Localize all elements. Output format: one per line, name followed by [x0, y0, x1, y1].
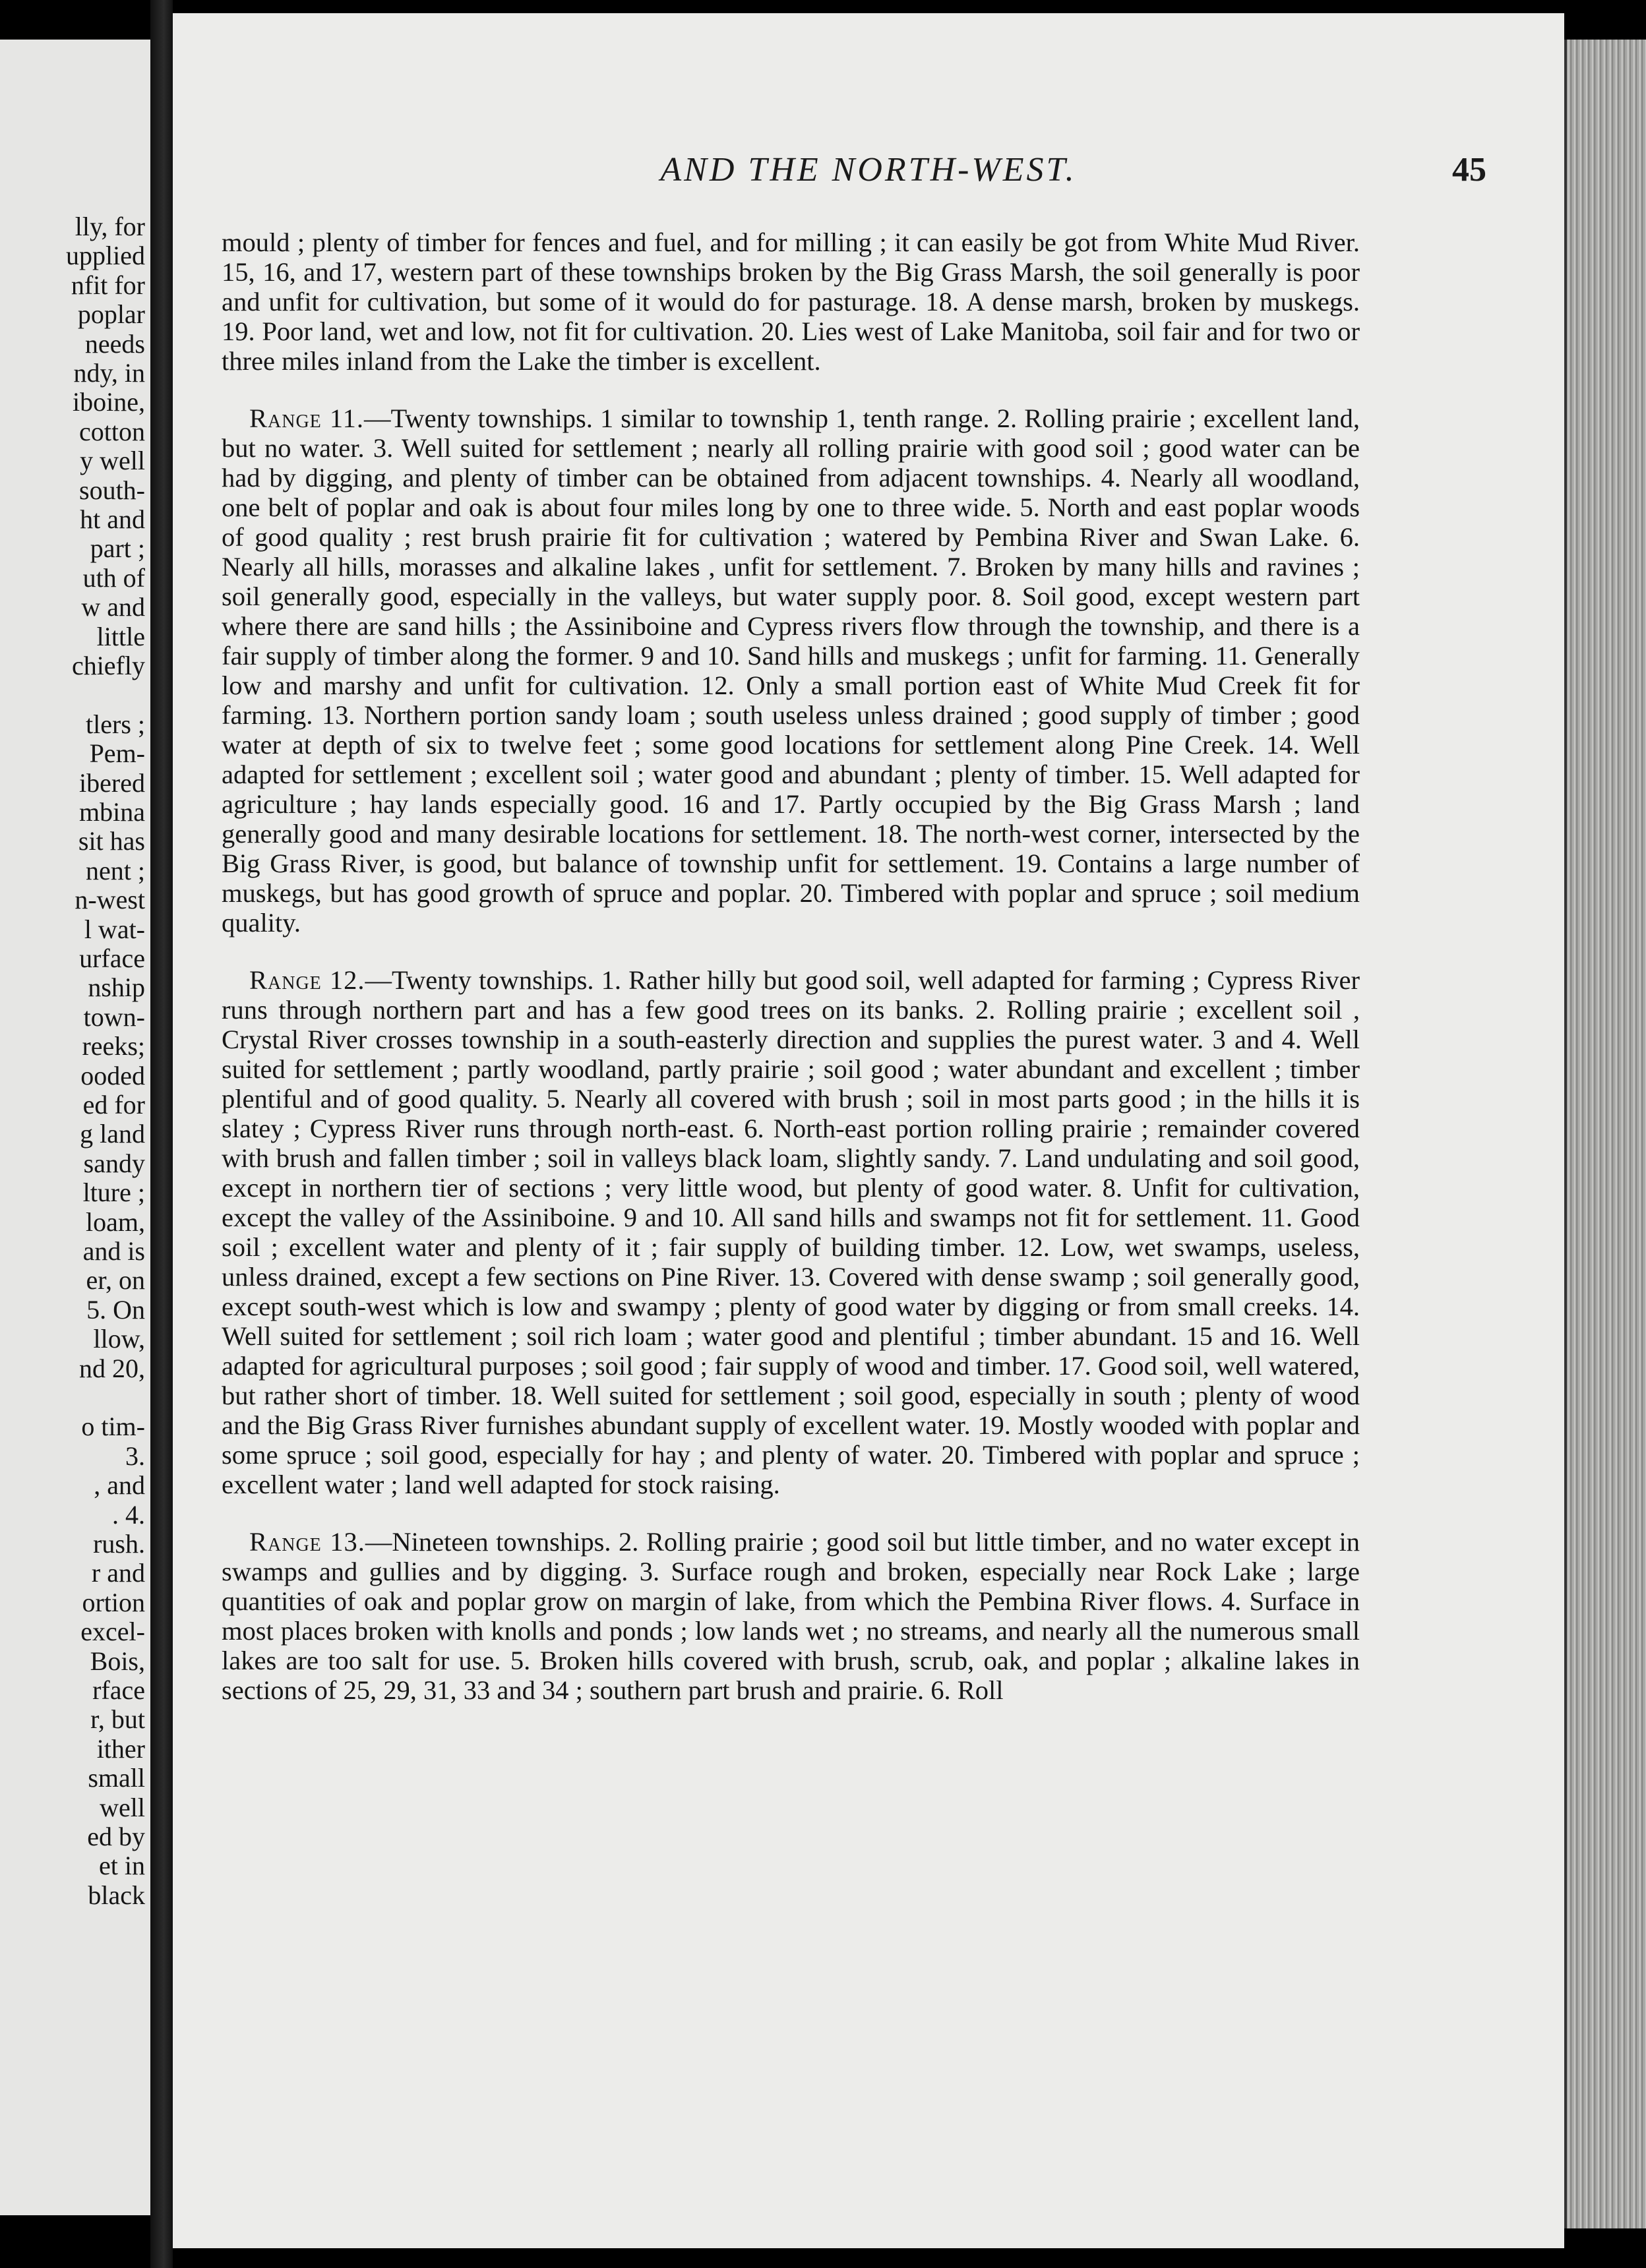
left-page-fragment: south-: [79, 475, 145, 505]
running-head: [173, 150, 1564, 190]
left-page-fragment: ed for: [82, 1090, 145, 1119]
paragraph-text: —Nineteen townships. 2. Rolling prairie ; good soil but little timber, and no water except in swamps and gullies and by digging. 3. Surface rough and broken, especially near Rock Lake ; large quantities of oak and poplar grow on margin of lake, from which the Pembina River flows. 4. Surface in most places broken with knolls and ponds ; low lands wet ; no streams, and nearly all the numerous small lakes are too salt for use. 5. Broken hills covered with brush, scrub, oak, and poplar ; alkaline lakes in sections of 25, 29, 31, 33 and 34 ; southern part brush and prairie. 6. Roll: [222, 1527, 1360, 1705]
left-page-fragment: excel-: [80, 1617, 145, 1647]
left-page-fragment: w and: [81, 592, 145, 622]
paragraph-continuation: [222, 227, 1360, 376]
left-page-fragment: ibered: [79, 767, 145, 798]
range-label: Range 11.: [249, 403, 364, 433]
left-page-fragment: Pem-: [89, 738, 145, 769]
left-page-fragment: reeks;: [82, 1031, 145, 1061]
left-page-fragment: l wat-: [84, 914, 145, 944]
left-page-fragment: uth of: [82, 562, 145, 593]
left-page-fragment: et in: [99, 1851, 145, 1881]
left-page-fragment: , and: [94, 1470, 145, 1501]
range-label: Range 12.: [249, 965, 365, 995]
left-page-fragment: g land: [80, 1119, 145, 1149]
left-page-fragment: sandy: [83, 1148, 145, 1178]
left-page-fragment: ed by: [87, 1822, 145, 1851]
left-page-fragment: loam,: [86, 1207, 145, 1237]
left-page-fragment: y well: [80, 446, 145, 476]
paragraph-text: mould ; plenty of timber for fences and fuel, and for milling ; it can easily be got from White Mud River. 15, 16, and 17, western part of these townships broken by the Big Grass Marsh, the soil generally is poor and unfit for cultivation, but some of it would do for pasturage. 18. A dense marsh, broken by muskegs. 19. Poor land, wet and low, not fit for cultivation. 20. Lies west of Lake Manitoba, soil fair and for two or three miles inland from the Lake the timber is excellent.: [222, 227, 1360, 376]
left-page-fragment: o tim-: [81, 1412, 145, 1442]
left-page-fragment: needs: [84, 328, 145, 359]
left-page-fragment: r, but: [90, 1704, 145, 1735]
left-page-fragment: ndy, in: [73, 358, 145, 388]
left-page-fragment: 3.: [125, 1441, 145, 1471]
paragraph-text: —Twenty townships. 1 similar to township 1, tenth range. 2. Rolling prairie ; excellent land, but no water. 3. Well suited for settlement ; nearly all rolling prairie with good soil ; good water can be had by digging, and plenty of timber can be obtained from adjacent townships. 4. Nearly all woodland, one belt of poplar and oak is about four miles long by one to three wide. 5. North and east poplar woods of good quality ; rest brush prairie fit for cultivation ; watered by Pembina River and Swan Lake. 6. Nearly all hills, morasses and alkaline lakes , unfit for settlement. 7. Broken by many hills and ravines ; soil generally good, especially in the valleys, but water supply poor. 8. Soil good, except western part where there are sand hills ; the Assiniboine and Cypress rivers flow through the township, and there is a fair supply of timber along the former. 9 and 10. Sand hills and muskegs ; unfit for farming. 11. Generally low and marshy and unfit for cultivation. 12. Only a small portion east of White Mud Creek fit for farming. 13. Northern portion sandy loam ; south useless unless drained ; good supply of timber ; good water at depth of six to twelve feet ; some good locations for settlement along Pine Creek. 14. Well adapted for settlement ; excellent soil ; water good and abundant ; plenty of timber. 15. Well adapted for agriculture ; hay lands especially good. 16 and 17. Partly occupied by the Big Grass Marsh ; land generally good and many desirable locations for settlement. 18. The north-west corner, intersected by the Big Grass River, is good, but balance of township unfit for settlement. 19. Contains a large number of muskegs, but has good growth of spruce and poplar. 20. Timbered with poplar and spruce ; soil medium quality.: [222, 403, 1360, 938]
left-page-fragment: 5. On: [86, 1294, 145, 1325]
book-page: [173, 13, 1564, 2248]
left-page-fragment: lture ;: [82, 1178, 145, 1208]
left-page-fragment: black: [88, 1880, 145, 1910]
paragraph-range-11: [222, 403, 1360, 938]
left-page-fragment: er, on: [86, 1265, 145, 1296]
paragraph-range-13: [222, 1527, 1360, 1705]
left-page-fragment: lly, for: [75, 212, 145, 241]
left-page-fragment: cotton: [79, 416, 145, 446]
page-number: 45: [1452, 151, 1486, 189]
left-page-fragment: town-: [83, 1001, 145, 1032]
range-label: Range 13.: [249, 1527, 365, 1557]
left-page-fragment: little: [96, 621, 145, 651]
left-page-fragment: sit has: [78, 826, 145, 856]
left-page-fragment: poplar: [77, 299, 145, 330]
paragraph-text: —Twenty townships. 1. Rather hilly but good soil, well adapted for farming ; Cypress River runs through northern part and has a few good trees on its banks. 2. Rolling prairie ; excellent soil , Crystal River crosses township in a south-easterly direction and supplies the purest water. 3 and 4. Well suited for settlement ; partly woodland, partly prairie ; soil good ; water abundant and excellent ; timber plentiful and of good quality. 5. Nearly all covered with brush ; soil in most parts good ; in the hills it is slatey ; Cypress River runs through north-east. 6. North-east portion rolling prairie ; remainder covered with brush and fallen timber ; soil in valleys black loam, slightly sandy. 7. Land undulating and soil good, except in northern tier of sections ; very little wood, but plenty of good water. 8. Unfit for cultivation, except the valley of the Assiniboine. 9 and 10. All sand hills and swamps not fit for settlement. 11. Good soil ; excellent water and plenty of it ; fair supply of building timber. 12. Low, wet swamps, useless, unless drained, except a few sections on Pine River. 13. Covered with dense swamp ; soil generally good, except south-west which is low and swampy ; plenty of good water by digging or from small creeks. 14. Well suited for settlement ; soil rich loam ; water good and plentiful ; timber abundant. 15 and 16. Well adapted for agricultural purposes ; soil good ; fair supply of wood and timber. 17. Good soil, well watered, but rather short of timber. 18. Well suited for settlement ; soil good, especially in south ; plenty of wood and the Big Grass River furnishes abundant supply of excellent water. 19. Mostly wooded with poplar and some spruce ; soil good, especially for hay ; and plenty of water. 20. Timbered with poplar and spruce ; excellent water ; land well adapted for stock raising.: [222, 965, 1360, 1499]
paragraph-range-12: [222, 965, 1360, 1499]
left-page-fragment: Bois,: [90, 1646, 145, 1676]
left-page-fragment: nd 20,: [79, 1353, 145, 1383]
previous-page-strip: [0, 40, 154, 2215]
left-page-fragment: n-west: [75, 885, 145, 915]
left-page-fragment: upplied: [66, 241, 145, 271]
left-page-fragment: ooded: [80, 1060, 145, 1090]
left-page-fragment: urface: [79, 943, 145, 973]
left-page-fragment: ortion: [82, 1587, 145, 1617]
left-page-fragment: r and: [91, 1558, 145, 1588]
left-page-fragment: tlers ;: [86, 709, 145, 739]
left-page-fragment: mbina: [79, 797, 145, 827]
running-title: AND THE NORTH-WEST.: [660, 151, 1077, 189]
left-page-fragment: chiefly: [71, 651, 145, 680]
left-page-fragment: llow,: [93, 1324, 145, 1354]
left-page-fragment: and is: [82, 1236, 145, 1266]
left-page-fragment: part ;: [90, 533, 145, 564]
left-page-fragment: iboine,: [73, 387, 145, 417]
left-page-fragment: well: [100, 1792, 145, 1822]
book-gutter: [150, 0, 173, 2268]
left-page-fragment: nfit for: [71, 270, 145, 300]
left-page-fragment: ht and: [80, 504, 145, 534]
page-edge-shadow: [1564, 0, 1646, 40]
left-page-fragment: . 4.: [112, 1499, 145, 1530]
left-page-fragment: small: [88, 1763, 145, 1793]
body-text: [222, 227, 1360, 1705]
left-page-fragment: nent ;: [86, 855, 145, 885]
left-page-fragment: ither: [96, 1733, 145, 1764]
left-page-fragment: rush.: [93, 1529, 145, 1559]
page-block-edge: [1564, 40, 1646, 2228]
left-page-fragment: nship: [88, 972, 145, 1003]
left-page-fragment: rface: [92, 1675, 145, 1705]
